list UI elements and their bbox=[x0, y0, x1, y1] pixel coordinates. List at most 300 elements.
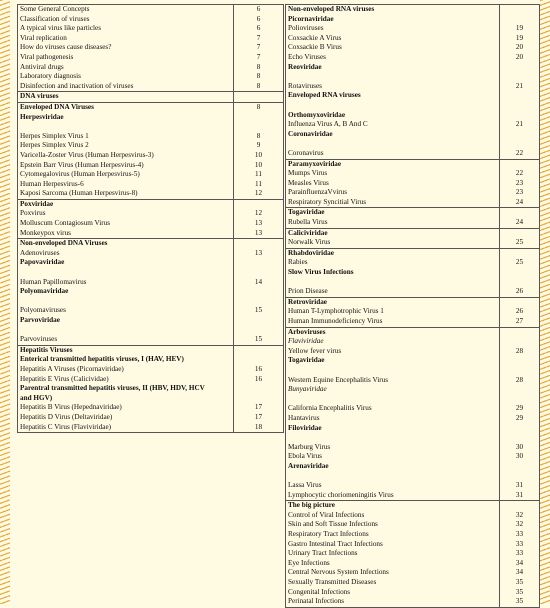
toc-entry-title bbox=[286, 433, 500, 443]
toc-page-number: 7 bbox=[234, 43, 284, 53]
toc-entry-title: Ebola Virus bbox=[286, 452, 500, 462]
toc-row bbox=[286, 337, 540, 347]
toc-section-heading: Enveloped RNA viruses bbox=[286, 91, 500, 101]
toc-page-number bbox=[234, 316, 284, 326]
toc-page-number: 32 bbox=[500, 511, 540, 521]
toc-section-heading: Parvoviridae bbox=[18, 316, 234, 326]
toc-row bbox=[18, 355, 284, 365]
toc-row bbox=[18, 249, 284, 259]
toc-row bbox=[286, 297, 540, 307]
toc-page-number: 30 bbox=[500, 452, 540, 462]
toc-section-heading: Polyomaviridae bbox=[18, 287, 234, 297]
contents-table-right bbox=[285, 4, 540, 608]
toc-page-number bbox=[500, 366, 540, 376]
toc-page-number: 19 bbox=[500, 34, 540, 44]
toc-page-number: 10 bbox=[234, 151, 284, 161]
toc-entry-title: Hepatitis E Virus (Calicividae) bbox=[18, 375, 234, 385]
toc-page-number bbox=[234, 199, 284, 209]
toc-page-number: 6 bbox=[234, 5, 284, 15]
toc-row bbox=[286, 501, 540, 511]
toc-entry-title: Classification of viruses bbox=[18, 15, 234, 25]
toc-entry-title: Gastro Intestinal Tract Infections bbox=[286, 540, 500, 550]
toc-page-number: 26 bbox=[500, 287, 540, 297]
toc-row bbox=[18, 113, 284, 123]
toc-page-number bbox=[234, 239, 284, 249]
toc-entry-title: Laboratory diagnosis bbox=[18, 72, 234, 82]
toc-entry-title: A typical virus like particles bbox=[18, 24, 234, 34]
toc-row bbox=[18, 326, 284, 336]
toc-page-number: 16 bbox=[234, 375, 284, 385]
toc-page-number: 23 bbox=[500, 179, 540, 189]
toc-entry-title: Cytomegalovirus (Human Herpesvirus-5) bbox=[18, 170, 234, 180]
toc-row bbox=[286, 317, 540, 327]
toc-row bbox=[18, 92, 284, 103]
toc-page-number: 33 bbox=[500, 530, 540, 540]
toc-entry-title: Viral replication bbox=[18, 34, 234, 44]
toc-row bbox=[286, 549, 540, 559]
toc-row bbox=[286, 63, 540, 73]
toc-row bbox=[18, 297, 284, 307]
toc-row bbox=[286, 258, 540, 268]
toc-entry-title: Hepatitis A Viruses (Picornaviridae) bbox=[18, 365, 234, 375]
toc-page-number bbox=[500, 278, 540, 288]
toc-entry-title: Herpes Simplex Virus 2 bbox=[18, 141, 234, 151]
toc-row bbox=[286, 491, 540, 501]
toc-row bbox=[18, 63, 284, 73]
toc-page-number: 25 bbox=[500, 238, 540, 248]
toc-entry-title bbox=[18, 297, 234, 307]
toc-entry-title: Perinatal Infections bbox=[286, 597, 500, 607]
toc-page-number: 34 bbox=[500, 568, 540, 578]
toc-page-number: 7 bbox=[234, 53, 284, 63]
toc-entry-title: Rubella Virus bbox=[286, 218, 500, 228]
toc-row bbox=[286, 540, 540, 550]
toc-row bbox=[286, 559, 540, 569]
toc-entry-title: Lassa Virus bbox=[286, 481, 500, 491]
toc-page-number: 10 bbox=[234, 161, 284, 171]
toc-entry-title: Herpes Simplex Virus 1 bbox=[18, 132, 234, 142]
toc-entry-title: Mumps Virus bbox=[286, 169, 500, 179]
toc-row bbox=[18, 34, 284, 44]
toc-row bbox=[18, 306, 284, 316]
toc-page-number: 26 bbox=[500, 307, 540, 317]
toc-page-number bbox=[500, 356, 540, 366]
toc-row bbox=[286, 218, 540, 228]
toc-page-number bbox=[234, 297, 284, 307]
toc-row bbox=[286, 208, 540, 218]
toc-row bbox=[18, 287, 284, 297]
toc-section-heading: Picornaviridae bbox=[286, 15, 500, 25]
toc-page-number: 34 bbox=[500, 559, 540, 569]
toc-row bbox=[286, 578, 540, 588]
toc-row bbox=[286, 82, 540, 92]
toc-page-number bbox=[500, 297, 540, 307]
toc-entry-title: Lymphocytic choriomeningitis Virus bbox=[286, 491, 500, 501]
toc-page-number: 35 bbox=[500, 588, 540, 598]
toc-page-number: 21 bbox=[500, 82, 540, 92]
toc-row bbox=[286, 530, 540, 540]
toc-row bbox=[286, 347, 540, 357]
toc-page-number bbox=[500, 424, 540, 434]
toc-row bbox=[286, 149, 540, 159]
toc-row bbox=[286, 452, 540, 462]
toc-page-number bbox=[500, 268, 540, 278]
toc-row bbox=[286, 130, 540, 140]
toc-row bbox=[18, 229, 284, 239]
toc-page-number bbox=[500, 462, 540, 472]
toc-entry-title: Coxsackie A Virus bbox=[286, 34, 500, 44]
toc-entry-title: Skin and Soft Tissue Infections bbox=[286, 520, 500, 530]
toc-row bbox=[286, 188, 540, 198]
toc-page-number bbox=[500, 248, 540, 258]
toc-row bbox=[286, 327, 540, 337]
toc-page-number: 12 bbox=[234, 209, 284, 219]
toc-page-number bbox=[500, 395, 540, 405]
toc-page-number: 18 bbox=[234, 423, 284, 433]
toc-page-number bbox=[500, 327, 540, 337]
toc-entry-title: Monkeypox virus bbox=[18, 229, 234, 239]
contents-table-left bbox=[17, 4, 284, 433]
toc-row bbox=[286, 72, 540, 82]
toc-entry-title bbox=[286, 72, 500, 82]
toc-page-number: 22 bbox=[500, 169, 540, 179]
toc-page-number: 17 bbox=[234, 403, 284, 413]
toc-row bbox=[18, 170, 284, 180]
toc-page-number: 33 bbox=[500, 549, 540, 559]
toc-section-heading: Caliciviridae bbox=[286, 228, 500, 238]
toc-row bbox=[18, 72, 284, 82]
right-decorative-border bbox=[540, 0, 550, 604]
toc-entry-title: Prion Disease bbox=[286, 287, 500, 297]
toc-page-number: 21 bbox=[500, 120, 540, 130]
toc-page-number: 28 bbox=[500, 347, 540, 357]
toc-row bbox=[18, 180, 284, 190]
toc-page-number: 23 bbox=[500, 188, 540, 198]
toc-page-number: 8 bbox=[234, 102, 284, 112]
toc-row bbox=[286, 248, 540, 258]
toc-page-number: 14 bbox=[234, 278, 284, 288]
toc-section-heading: Paramyxoviridae bbox=[286, 159, 500, 169]
toc-section-heading: Non-enveloped DNA Viruses bbox=[18, 239, 234, 249]
toc-row bbox=[18, 151, 284, 161]
toc-entry-title: Norwalk Virus bbox=[286, 238, 500, 248]
toc-page-number bbox=[234, 355, 284, 365]
toc-entry-title: Hepatitis C Virus (Flaviviridae) bbox=[18, 423, 234, 433]
toc-row bbox=[18, 161, 284, 171]
toc-row bbox=[286, 287, 540, 297]
toc-page-number bbox=[500, 72, 540, 82]
toc-row bbox=[286, 395, 540, 405]
toc-row bbox=[18, 375, 284, 385]
toc-entry-title: Adenoviruses bbox=[18, 249, 234, 259]
toc-entry-title: Hepatitis B Virus (Hepednaviridae) bbox=[18, 403, 234, 413]
toc-page-number bbox=[500, 385, 540, 395]
toc-row bbox=[286, 307, 540, 317]
toc-entry-title: Measles Virus bbox=[286, 179, 500, 189]
toc-row bbox=[18, 24, 284, 34]
toc-entry-title: Marburg Virus bbox=[286, 443, 500, 453]
toc-entry-title: ParainfluenzaVvirus bbox=[286, 188, 500, 198]
toc-section-heading: Enterical transmitted hepatitis viruses, I (HAV, HEV) bbox=[18, 355, 234, 365]
toc-page-number: 8 bbox=[234, 82, 284, 92]
toc-row bbox=[286, 15, 540, 25]
toc-row bbox=[286, 520, 540, 530]
toc-row bbox=[18, 53, 284, 63]
toc-row bbox=[18, 189, 284, 199]
toc-page-number: 24 bbox=[500, 218, 540, 228]
toc-entry-title: Human T-Lymphotrophic Virus 1 bbox=[286, 307, 500, 317]
toc-page-number bbox=[500, 111, 540, 121]
toc-entry-title: Eye Infections bbox=[286, 559, 500, 569]
toc-entry-title: Coronavirus bbox=[286, 149, 500, 159]
toc-row bbox=[18, 122, 284, 132]
toc-entry-title bbox=[286, 395, 500, 405]
toc-page-number: 31 bbox=[500, 491, 540, 501]
toc-section-heading: Retroviridae bbox=[286, 297, 500, 307]
toc-page-number bbox=[500, 101, 540, 111]
toc-row bbox=[286, 424, 540, 434]
toc-page-number bbox=[500, 130, 540, 140]
toc-entry-title bbox=[286, 472, 500, 482]
toc-row bbox=[286, 198, 540, 208]
toc-row bbox=[18, 316, 284, 326]
toc-entry-title: Molluscum Contagiosum Virus bbox=[18, 219, 234, 229]
toc-row bbox=[18, 132, 284, 142]
toc-page-number bbox=[234, 287, 284, 297]
toc-page-number: 8 bbox=[234, 63, 284, 73]
toc-entry-title bbox=[286, 101, 500, 111]
toc-row bbox=[286, 597, 540, 607]
toc-page-number bbox=[500, 159, 540, 169]
toc-section-heading: Non-enveloped RNA viruses bbox=[286, 5, 500, 15]
toc-entry-title bbox=[286, 366, 500, 376]
toc-page-number bbox=[234, 122, 284, 132]
toc-row bbox=[286, 268, 540, 278]
toc-row bbox=[286, 159, 540, 169]
toc-section-heading: Papovaviridae bbox=[18, 258, 234, 268]
toc-section-heading: Parentral transmitted hepatitis viruses, II (HBV, HDV, HCV bbox=[18, 384, 234, 394]
toc-entry-title: Some General Concepts bbox=[18, 5, 234, 15]
toc-entry-title: Polioviruses bbox=[286, 24, 500, 34]
toc-row bbox=[286, 24, 540, 34]
toc-row bbox=[18, 403, 284, 413]
toc-row bbox=[286, 568, 540, 578]
toc-section-heading: Herpesviridae bbox=[18, 113, 234, 123]
toc-page-number: 16 bbox=[234, 365, 284, 375]
toc-section-heading: Hepatitis Viruses bbox=[18, 345, 234, 355]
toc-page-number: 19 bbox=[500, 24, 540, 34]
toc-section-heading: Slow Virus Infections bbox=[286, 268, 500, 278]
toc-entry-title bbox=[286, 278, 500, 288]
toc-section-heading: Arboviruses bbox=[286, 327, 500, 337]
toc-page-number: 22 bbox=[500, 149, 540, 159]
toc-entry-title: Rabies bbox=[286, 258, 500, 268]
toc-entry-title bbox=[18, 122, 234, 132]
toc-page-number: 32 bbox=[500, 520, 540, 530]
toc-page-number: 8 bbox=[234, 72, 284, 82]
toc-page-number: 29 bbox=[500, 414, 540, 424]
toc-entry-title: Respiratory Syncitial Virus bbox=[286, 198, 500, 208]
toc-page-number bbox=[234, 113, 284, 123]
toc-row bbox=[18, 345, 284, 355]
toc-page-number: 25 bbox=[500, 258, 540, 268]
toc-page-number bbox=[500, 63, 540, 73]
toc-row bbox=[18, 82, 284, 92]
toc-row bbox=[18, 209, 284, 219]
toc-page-number bbox=[500, 91, 540, 101]
toc-entry-title: Antiviral drugs bbox=[18, 63, 234, 73]
toc-page-number: 11 bbox=[234, 180, 284, 190]
toc-row bbox=[18, 413, 284, 423]
toc-entry-title bbox=[286, 139, 500, 149]
toc-entry-title: Rotaviruses bbox=[286, 82, 500, 92]
toc-row bbox=[286, 139, 540, 149]
toc-page-number: 20 bbox=[500, 43, 540, 53]
toc-entry-title: Varicella-Zoster Virus (Human Herpesvirus-3) bbox=[18, 151, 234, 161]
toc-page-number: 12 bbox=[234, 189, 284, 199]
toc-page-number: 35 bbox=[500, 578, 540, 588]
toc-row bbox=[286, 588, 540, 598]
toc-row bbox=[286, 101, 540, 111]
toc-entry-title: California Encephalitis Virus bbox=[286, 404, 500, 414]
toc-row bbox=[286, 179, 540, 189]
toc-row bbox=[286, 462, 540, 472]
toc-page-number: 33 bbox=[500, 540, 540, 550]
toc-page-number: 24 bbox=[500, 198, 540, 208]
toc-page-number bbox=[234, 384, 284, 394]
toc-page-number: 27 bbox=[500, 317, 540, 327]
toc-row bbox=[286, 228, 540, 238]
toc-row bbox=[286, 53, 540, 63]
toc-page-number: 13 bbox=[234, 219, 284, 229]
toc-row bbox=[286, 472, 540, 482]
toc-page-number bbox=[500, 472, 540, 482]
toc-section-heading: Rhabdoviridae bbox=[286, 248, 500, 258]
toc-entry-title: Human Immunodeficiency Virus bbox=[286, 317, 500, 327]
toc-section-heading: Togaviridae bbox=[286, 356, 500, 366]
toc-page-number bbox=[500, 228, 540, 238]
toc-row bbox=[286, 356, 540, 366]
toc-page-number: 35 bbox=[500, 597, 540, 607]
toc-entry-title: Viral pathogenesis bbox=[18, 53, 234, 63]
toc-row bbox=[286, 169, 540, 179]
toc-entry-title: Western Equine Encephalitis Virus bbox=[286, 376, 500, 386]
toc-entry-title: Congenital Infections bbox=[286, 588, 500, 598]
toc-row bbox=[18, 5, 284, 15]
toc-row bbox=[18, 365, 284, 375]
toc-row bbox=[286, 376, 540, 386]
toc-page-number bbox=[234, 258, 284, 268]
toc-section-heading: Togaviridae bbox=[286, 208, 500, 218]
toc-section-heading: Poxviridae bbox=[18, 199, 234, 209]
toc-row bbox=[286, 404, 540, 414]
toc-page-number bbox=[500, 5, 540, 15]
toc-page-number bbox=[234, 326, 284, 336]
toc-page-number: 6 bbox=[234, 15, 284, 25]
toc-page-number: 8 bbox=[234, 132, 284, 142]
toc-page-number bbox=[234, 394, 284, 404]
toc-entry-title: Bunyaviridae bbox=[286, 385, 500, 395]
toc-section-heading: and HGV) bbox=[18, 394, 234, 404]
toc-row bbox=[286, 238, 540, 248]
toc-row bbox=[18, 43, 284, 53]
toc-row bbox=[286, 278, 540, 288]
toc-page-number: 15 bbox=[234, 306, 284, 316]
toc-entry-title: Human Herpesvirus-6 bbox=[18, 180, 234, 190]
toc-row bbox=[286, 481, 540, 491]
toc-page-number bbox=[500, 433, 540, 443]
toc-row bbox=[18, 423, 284, 433]
toc-page-number: 31 bbox=[500, 481, 540, 491]
toc-row bbox=[286, 511, 540, 521]
toc-page-number: 15 bbox=[234, 335, 284, 345]
toc-entry-title: Polyomaviruses bbox=[18, 306, 234, 316]
toc-row bbox=[18, 239, 284, 249]
toc-page-number: 28 bbox=[500, 376, 540, 386]
toc-entry-title: Parvoviruses bbox=[18, 335, 234, 345]
toc-entry-title bbox=[18, 268, 234, 278]
toc-row bbox=[18, 199, 284, 209]
toc-row bbox=[18, 335, 284, 345]
toc-page-number: 9 bbox=[234, 141, 284, 151]
toc-entry-title: How do viruses cause diseases? bbox=[18, 43, 234, 53]
toc-section-heading: Reoviridae bbox=[286, 63, 500, 73]
toc-entry-title bbox=[18, 326, 234, 336]
toc-page-number bbox=[500, 139, 540, 149]
toc-row bbox=[286, 5, 540, 15]
toc-entry-title: Human Papillomavirus bbox=[18, 278, 234, 288]
toc-entry-title: Hantavirus bbox=[286, 414, 500, 424]
toc-section-heading: Orthomyxoviridae bbox=[286, 111, 500, 121]
toc-page-number: 7 bbox=[234, 34, 284, 44]
toc-entry-title: Sexually Transmitted Diseases bbox=[286, 578, 500, 588]
toc-page-number: 11 bbox=[234, 170, 284, 180]
toc-page-number bbox=[234, 92, 284, 103]
toc-entry-title: Control of Viral Infections bbox=[286, 511, 500, 521]
toc-section-heading: The big picture bbox=[286, 501, 500, 511]
toc-section-heading: Arenaviridae bbox=[286, 462, 500, 472]
toc-row bbox=[18, 394, 284, 404]
toc-page-number bbox=[500, 337, 540, 347]
toc-entry-title: Poxvirus bbox=[18, 209, 234, 219]
toc-entry-title: Respiratory Tract Infections bbox=[286, 530, 500, 540]
toc-section-heading: DNA viruses bbox=[18, 92, 234, 103]
toc-section-heading: Filoviridae bbox=[286, 424, 500, 434]
toc-page-number bbox=[234, 268, 284, 278]
toc-entry-title: Yellow fever virus bbox=[286, 347, 500, 357]
toc-entry-title: Flaviviridae bbox=[286, 337, 500, 347]
toc-row bbox=[18, 15, 284, 25]
toc-entry-title: Epstein Barr Virus (Human Herpesvirus-4) bbox=[18, 161, 234, 171]
toc-row bbox=[286, 385, 540, 395]
toc-row bbox=[18, 258, 284, 268]
toc-row bbox=[18, 384, 284, 394]
toc-row bbox=[18, 141, 284, 151]
toc-row bbox=[286, 91, 540, 101]
toc-row bbox=[286, 443, 540, 453]
toc-row bbox=[18, 278, 284, 288]
toc-row bbox=[18, 102, 284, 112]
toc-page-number: 13 bbox=[234, 249, 284, 259]
left-decorative-border bbox=[0, 0, 10, 604]
toc-entry-title: Kaposi Sarcoma (Human Herpesvirus-8) bbox=[18, 189, 234, 199]
toc-section-heading: Coronaviridae bbox=[286, 130, 500, 140]
toc-row bbox=[286, 43, 540, 53]
toc-entry-title: Coxsackie B Virus bbox=[286, 43, 500, 53]
toc-row bbox=[286, 34, 540, 44]
toc-page-number bbox=[500, 208, 540, 218]
toc-entry-title: Hepatitis D Virus (Deltaviridae) bbox=[18, 413, 234, 423]
